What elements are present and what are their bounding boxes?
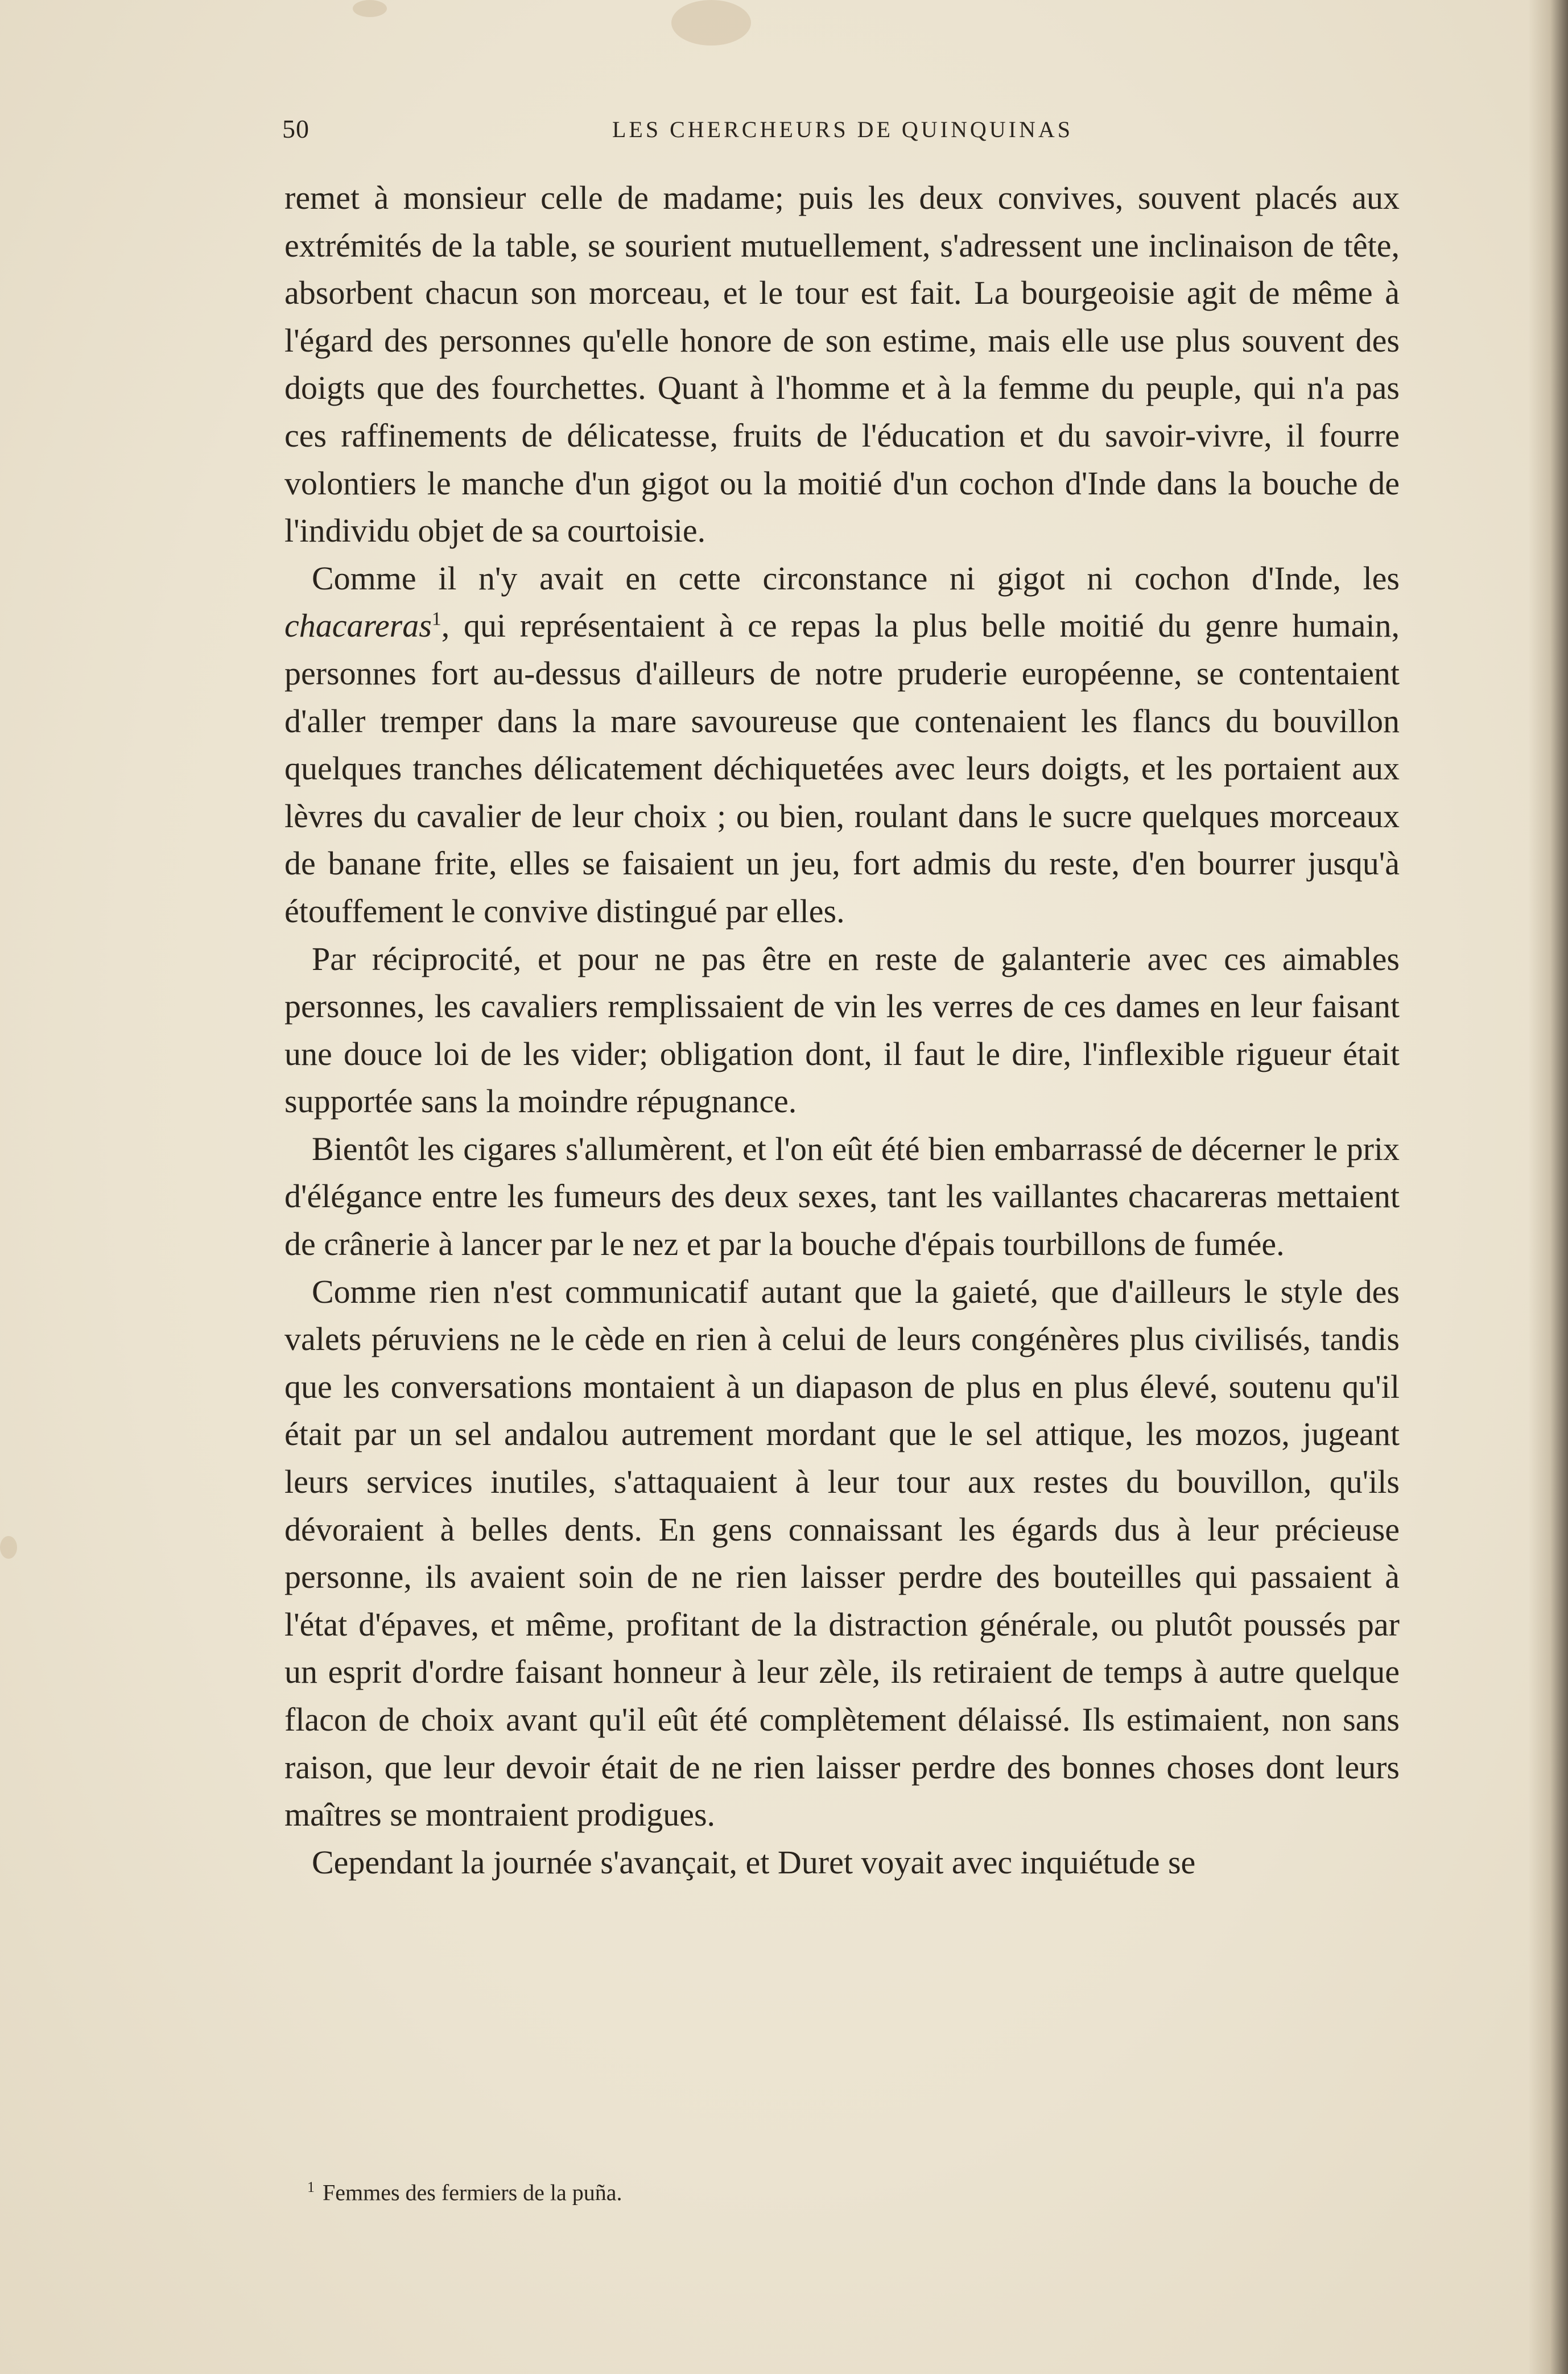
paragraph: Comme rien n'est communicatif autant que la gaieté, que d'ailleurs le style des valets péruviens ne le cède en rien à celui de leurs congénères plus civilisés, tandis que les conversations montaient à un diapason de plus en plus élevé, soutenu qu'il était par un sel andalou autrement mordant que le sel attique, les mozos, jugeant leurs services inutiles, s'attaquaient à leur tour aux restes du bouvillon, qu'ils dévoraient à belles dents. En gens connaissant les égards dus à leur précieuse personne, ils avaient soin de ne rien laisser perdre des bouteilles qui passaient à l'état d'épaves, et même, profitant de la distraction générale, ou plutôt poussés par un esprit d'ordre faisant honneur à leur zèle, ils retiraient de temps à autre quelque flacon de choix avant qu'il eût été complètement délaissé. Ils estimaient, non sans raison, que leur devoir était de ne rien laisser perdre des bonnes choses dont leurs maîtres se montraient prodigues. <box>284 1273 1400 1834</box>
paper-stain <box>0 1536 17 1559</box>
paragraph-rest: , qui représentaient à ce repas la plus belle moitié du genre humain, personnes fort au-dessus d'ailleurs de notre pruderie européenne, se contentaient d'aller tremper dans la mare savoureuse que contenaient les flancs du bouvillon quelques tranches délicatement déchiquetées avec leurs doigts, et les portaient aux lèvres du cavalier de leur choix ; ou bien, roulant dans le sucre quelques morceaux de banane frite, elles se faisaient un jeu, fort admis du reste, d'en bourrer jusqu'à étouffement le convive distingué par elles. <box>284 607 1400 930</box>
page-number: 50 <box>282 114 310 143</box>
footnote-mark: 1 <box>307 2179 315 2195</box>
italic-term: chacareras <box>284 607 432 645</box>
running-title: LES CHERCHEURS DE QUINQUINAS <box>612 117 1074 142</box>
footnote <box>307 2179 1388 2206</box>
paragraph: Par réciprocité, et pour ne pas être en reste de galanterie avec ces aimables personnes, les cavaliers remplissaient de vin les verres de ces dames en leur faisant une douce loi de les vider; obligation dont, il faut le dire, l'inflexible rigueur était supportée sans la moindre répugnance. <box>284 940 1400 1120</box>
paragraph <box>284 555 1400 935</box>
paragraph: Bientôt les cigares s'allumèrent, et l'on eût été bien embarrassé de décerner le prix d'élégance entre les fumeurs des deux sexes, tant les vaillantes chacareras mettaient de crânerie à lancer par le nez et par la bouche d'épais tourbillons de fumée. <box>284 1130 1400 1263</box>
footnote-text: Femmes des fermiers de la puña. <box>323 2179 622 2206</box>
paragraph: remet à monsieur celle de madame; puis les deux convives, souvent placés aux extrémités de la table, se sourient mutuellement, s'adressent une inclinaison de tête, absorbent chacun son morceau, et le tour est fait. La bourgeoisie agit de même à l'égard des personnes qu'elle honore de son estime, mais elle use plus souvent des doigts que des fourchettes. Quant à l'homme et à la femme du peuple, qui n'a pas ces raffinements de délicatesse, fruits de l'éducation et du savoir-vivre, il fourre volontiers le manche d'un gigot ou la moitié d'un cochon d'Inde dans la bouche de l'individu objet de sa courtoisie. <box>284 179 1400 550</box>
running-head <box>282 114 1403 148</box>
paragraph: Cependant la journée s'avançait, et Duret voyait avec inquiétude se <box>312 1843 1196 1881</box>
page-edge-shadow <box>1528 0 1568 2374</box>
paper-stain <box>353 0 387 17</box>
paper-stain <box>671 0 751 46</box>
body-text <box>284 174 1400 1886</box>
paragraph-lead: Comme il n'y avait en cette circonstance ni gigot ni cochon d'Inde, les <box>312 559 1400 597</box>
footnote-reference: 1 <box>431 609 441 630</box>
